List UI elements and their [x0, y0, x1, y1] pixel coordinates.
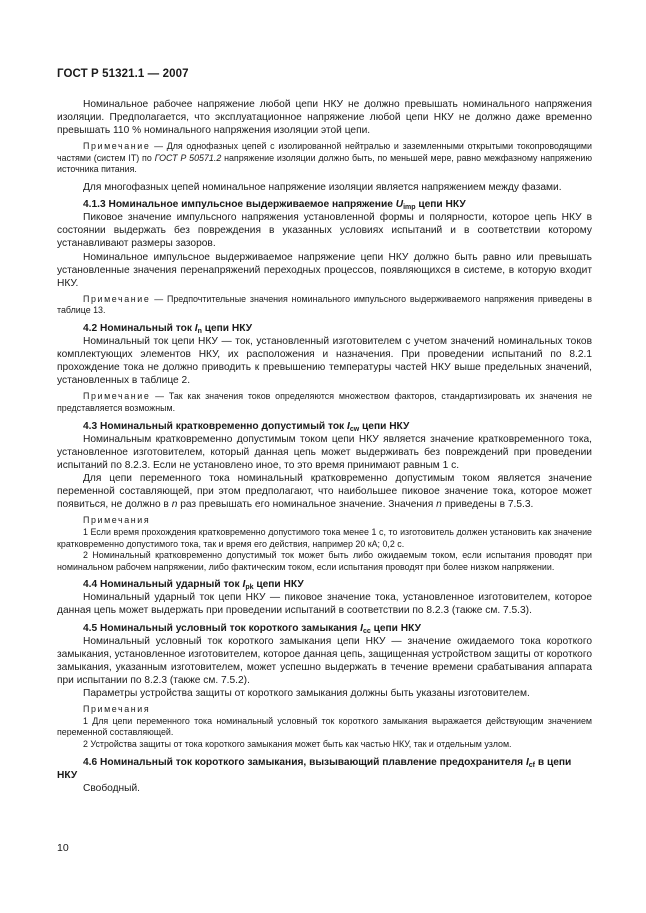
paragraph: Номинальный условный ток короткого замыкания цепи НКУ — значение ожидаемого тока короткого замыкания, установленное изготовителем, которое данная цепь, защищенная устройством защиты от короткого замыкания, указанным изготовителем, может успешно выдержать в течение времени срабатывания аппарата при испытании по 8.2.3 (также см. 7.5.2).: [57, 635, 592, 686]
note-label: Примечание: [83, 141, 151, 152]
note: Примечание — Для однофазных цепей с изолированной нейтралью и заземленными открытыми токопроводящими частями (систем IT) по ГОСТ Р 50571.2 напряжение изоляции должно быть, по меньшей мере, равно межфазному напряжению источника питания.: [57, 141, 593, 175]
note-item: 2 Устройства защиты от тока короткого замыкания может быть как частью НКУ, так и отдельным узлом.: [83, 738, 512, 749]
section-heading-4-1-3: 4.1.3 Номинальное импульсное выдерживаемое напряжение $U_{imp}$ цепи НКУ: [83, 199, 466, 212]
paragraph: Номинальное импульсное выдерживаемое напряжение цепи НКУ должно быть равно или превышать установленные значения перенапряжений переходных процессов, появляющихся в системе, в которую входит НКУ.: [57, 251, 592, 289]
paragraph: Свободный.: [83, 782, 141, 794]
page-number: 10: [57, 842, 69, 854]
section-heading-4-3: 4.3 Номинальный кратковременно допустимый ток $I_{cw}$ цепи НКУ: [83, 420, 410, 433]
note-label: Примечание: [83, 391, 151, 402]
note-item: 1 Если время прохождения кратковременно допустимого тока менее 1 с, то изготовитель должен установить как значение кратковременно допустимого тока, так и время его действия, например 20 кА; 0,2 с.: [57, 526, 592, 549]
paragraph: Параметры устройства защиты от короткого замыкания должны быть указаны изготовителем.: [83, 688, 530, 700]
paragraph: Для многофазных цепей номинальное напряжение изоляции является напряжением между фазами.: [83, 182, 562, 194]
note: Примечание — Так как значения токов определяются множеством факторов, стандартизировать их значения не представляется возможным.: [57, 391, 592, 414]
section-heading-4-5: 4.5 Номинальный условный ток короткого замыкания $I_{cc}$ цепи НКУ: [83, 622, 421, 635]
section-heading-4-2: 4.2 Номинальный ток $I_n$ цепи НКУ: [83, 323, 253, 335]
paragraph: Пиковое значение импульсного напряжения установленной формы и полярности, которое цепь НКУ в состоянии выдержать без повреждения в указанных условиях испытаний и в соответствии которому устанавливают размеры зазоров.: [57, 212, 592, 250]
note: Примечание — Предпочтительные значения номинального импульсного выдерживаемого напряжения приведены в таблице 13.: [57, 293, 592, 316]
note-item: 2 Номинальный кратковременно допустимый ток может быть либо ожидаемым током, если испытания проводят при номинальном рабочем напряжении, либо фактическим током, если испытания проводят при более низком напряжении.: [57, 550, 592, 572]
standard-reference: ГОСТ Р 50571.2: [154, 152, 222, 163]
paragraph: Для цепи переменного тока номинальный кратковременно допустимым током является значение переменной составляющей, при этом предполагают, что наибольшее пиковое значение тока, которое может появиться, не должно в n раз превышать его номинальное значение. Значения n приведены в 7.5.3.: [57, 473, 592, 511]
paragraph: Номинальный ударный ток цепи НКУ — пиковое значение тока, установленное изготовителем, которое данная цепь может выдержать при проведении испытаний в соответствии по 8.2.3 (также см. 7.5.3).: [57, 592, 592, 617]
section-heading-4-6: 4.6 Номинальный ток короткого замыкания, вызывающий плавление предохранителя $I_{cf}$ в цепи НКУ: [57, 756, 572, 781]
note-item: 1 Для цепи переменного тока номинальный условный ток короткого замыкания выражается действующим значением переменной составляющей.: [57, 715, 592, 738]
paragraph: Номинальным кратковременно допустимым током цепи НКУ является значение кратковременного тока, установленное изготовителем, который данная цепь может выдерживать без повреждений при проведении испытаний по 8.2.3. Если не установлено иное, то это время принимают равным 1 с.: [57, 433, 592, 471]
document-page: [57, 68, 592, 795]
note-label: Примечание: [83, 293, 151, 304]
paragraph: Номинальное рабочее напряжение любой цепи НКУ не должно превышать номинального напряжения изоляции. Предполагается, что эксплуатационное напряжение любой цепи НКУ не должно даже временно превышать 110 % номинального напряжения изоляции этой цепи.: [57, 99, 592, 137]
section-heading-4-4: 4.4 Номинальный ударный ток $I_{pk}$ цепи НКУ: [83, 579, 304, 592]
notes-label: Примечания: [83, 515, 151, 526]
document-header: ГОСТ Р 51321.1 — 2007: [57, 68, 189, 80]
notes-label: Примечания: [83, 704, 151, 715]
paragraph: Номинальный ток цепи НКУ — ток, установленный изготовителем с учетом значений номинальных токов комплектующих элементов НКУ, их расположения и назначения. При проведении испытаний по 8.2.1 прохождение тока не должно приводить к превышению температуры частей НКУ выше предельных значений, установленных в таблице 2.: [57, 336, 592, 387]
